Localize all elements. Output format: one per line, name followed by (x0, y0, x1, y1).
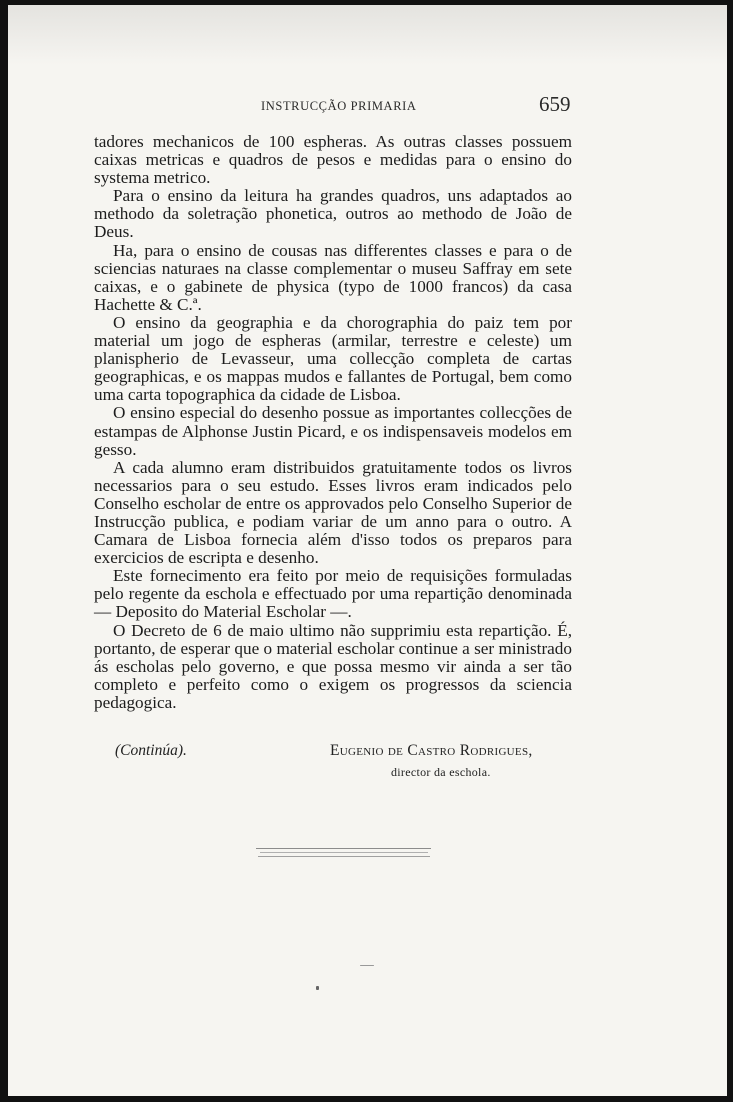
paragraph: tadores mechanicos de 100 espheras. As outras classes possuem caixas metricas e quadros de pesos e medidas para o ensino do systema metrico. (94, 132, 572, 188)
paragraph: O ensino da geographia e da chorographia do paiz tem por material um jogo de espheras (armilar, terrestre e celeste) um planispherio de Levasseur, uma collecção completa de cartas geographicas, e os mappas mudos e fallantes de Portugal, bem como uma carta topographica da cidade de Lisboa. (94, 312, 572, 405)
continua-note: (Continúa). (115, 742, 187, 759)
scan-speck (360, 965, 374, 966)
end-rule (258, 856, 430, 857)
running-title: INSTRUCÇÃO PRIMARIA (261, 99, 417, 113)
paragraph: Para o ensino da leitura ha grandes quadros, uns adaptados ao methodo da soletração phonetica, outros ao methodo de João de Deus. (94, 186, 572, 242)
scan-speck (316, 986, 319, 990)
body-text (94, 133, 572, 712)
page-number: 659 (539, 92, 571, 116)
paragraph: Ha, para o ensino de cousas nas differentes classes e para o de sciencias naturaes na classe complementar o museu Saffray em sete caixas, e o gabinete de physica (typo de 1000 francos) da casa Hachette & C.ª. (94, 240, 572, 314)
end-rule (260, 852, 428, 853)
signature-block (8, 742, 727, 782)
author-name: Eugenio de Castro Rodrigues, (330, 742, 533, 759)
author-role: director da eschola. (391, 765, 491, 779)
paragraph: O Decreto de 6 de maio ultimo não supprimiu esta repartição. É, portanto, de esperar que o material escholar continue a ser ministrado ás escholas pelo governo, e que possa mesmo vir ainda a ser tão completo e perfeito como o exigem os progressos da sciencia pedagogica. (94, 620, 572, 712)
paragraph: Este fornecimento era feito por meio de requisições formuladas pelo regente da eschola e effectuado por uma repartição denominada — Deposito do Material Escholar —. (94, 566, 572, 622)
end-rule (256, 848, 431, 849)
page-header (8, 92, 727, 126)
paragraph: A cada alumno eram distribuidos gratuitamente todos os livros necessarios para o seu estudo. Esses livros eram indicados pelo Conselho escholar de entre os approvados pelo Conselho Superior de Instrucção publica, e podiam variar de um anno para o outro. A Camara de Lisboa fornecia além d'isso todos os preparos para exercicios de escripta e desenho. (94, 457, 572, 568)
document-page (8, 5, 727, 1096)
scan-shading (8, 5, 727, 65)
paragraph: O ensino especial do desenho possue as importantes collecções de estampas de Alphonse Justin Picard, e os indispensaveis modelos em gesso. (94, 403, 572, 459)
